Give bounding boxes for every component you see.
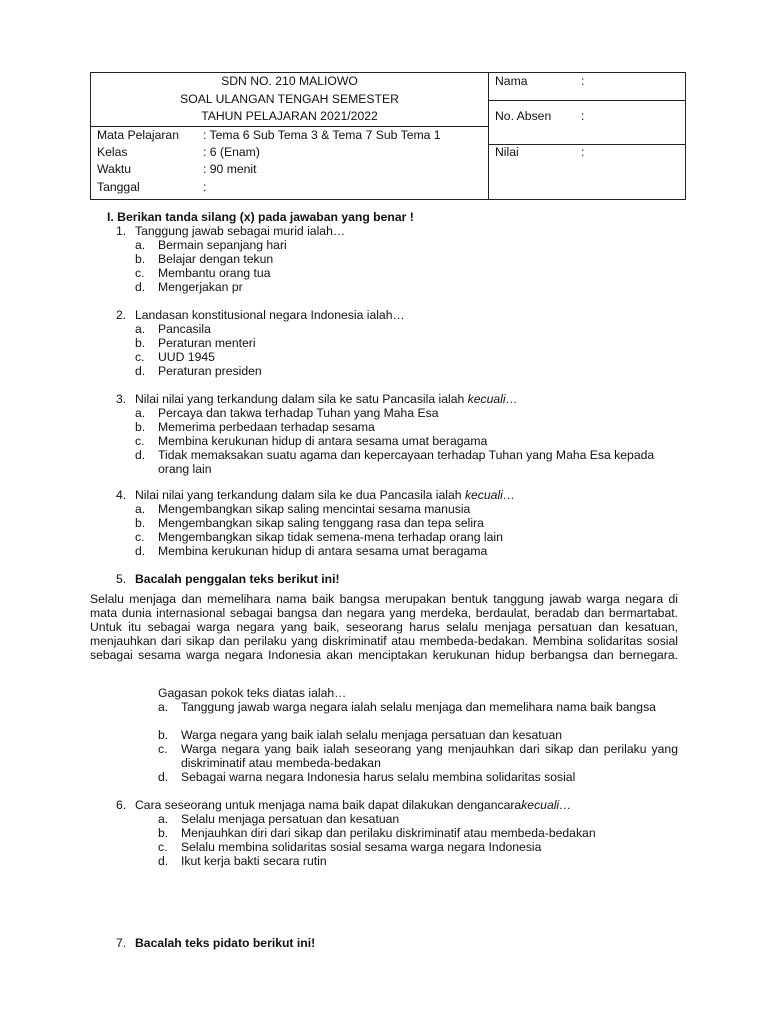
question-number: 6. [116,798,127,812]
field-colon-name: : [581,74,585,88]
option-text: Mengembangkan sikap tidak semena-mena terhadap orang lain [158,530,503,544]
table-divider [488,100,685,101]
field-value-time: : 90 menit [203,162,257,176]
question-title: Bacalah teks pidato berikut ini! [135,936,316,950]
option-text: Warga negara yang baik ialah seseorang yang menjauhkan dari sikap dan perilaku yang diskriminatif atau membeda-bedakan [181,742,678,770]
table-divider [488,73,489,199]
option-text: Belajar dengan tekun [158,252,274,266]
question-text: Nilai nilai yang terkandung dalam sila ke satu Pancasila ialah kecuali… [135,392,518,406]
option-letter: c. [135,266,145,280]
option-text: Tidak memaksakan suatu agama dan kepercayaan terhadap Tuhan yang Maha Esa kepada orang lain [158,448,655,476]
field-label-date: Tanggal [97,180,140,194]
option-text: Pancasila [158,322,211,336]
field-value-subject: : Tema 6 Sub Tema 3 & Tema 7 Sub Tema 1 [203,128,441,142]
question-italic: kecuali… [464,488,516,502]
field-label-subject: Mata Pelajaran [97,128,179,142]
option-text: Membantu orang tua [158,266,271,280]
option-text: Bermain sepanjang hari [158,238,287,252]
field-label-class: Kelas [97,145,128,159]
field-value-date: : [203,180,207,194]
option-text: Tanggung jawab warga negara ialah selalu menjaga dan memelihara nama baik bangsa [181,700,656,714]
option-letter: a. [135,502,146,516]
question-text: Nilai nilai yang terkandung dalam sila ke dua Pancasila ialah kecuali… [135,488,516,502]
option-letter: c. [135,434,145,448]
header-table [90,72,686,200]
option-letter: b. [135,336,146,350]
option-text: Memerima perbedaan terhadap sesama [158,420,375,434]
option-letter: d. [135,364,146,378]
option-letter: a. [135,406,146,420]
option-text: Membina kerukunan hidup di antara sesama umat beragama [158,544,488,558]
option-letter: b. [135,516,146,530]
question-number: 2. [116,308,127,322]
field-colon-absen: : [581,109,585,123]
question-number: 4. [116,488,127,502]
question-text: Tanggung jawab sebagai murid ialah… [135,224,346,238]
option-letter: d. [135,280,146,294]
option-text: Peraturan menteri [158,336,256,350]
option-letter: b. [135,252,146,266]
section-title: I. Berikan tanda silang (x) pada jawaban yang benar ! [107,210,414,224]
question-prompt: Gagasan pokok teks diatas ialah… [158,686,347,700]
field-value-class: : 6 (Enam) [203,145,260,159]
option-text: Peraturan presiden [158,364,262,378]
option-letter: c. [158,742,168,756]
option-text: Warga negara yang baik ialah selalu menjaga persatuan dan kesatuan [181,728,563,742]
option-letter: b. [158,728,169,742]
question-italic: kecuali… [521,798,572,812]
option-letter: d. [135,448,146,462]
option-letter: c. [158,840,168,854]
option-text: Selalu membina solidaritas sosial sesama warga negara Indonesia [181,840,542,854]
field-label-score: Nilai [495,145,519,159]
option-letter: d. [158,770,169,784]
option-text: Mengembangkan sikap saling tenggang rasa dan tepa selira [158,516,484,530]
field-label-absen: No. Absen [495,109,552,123]
question-number: 1. [116,224,127,238]
option-letter: a. [158,700,169,714]
option-letter: d. [135,544,146,558]
school-year: TAHUN PELAJARAN 2021/2022 [201,109,378,123]
option-text: Selalu menjaga persatuan dan kesatuan [181,812,400,826]
option-text: Mengerjakan pr [158,280,243,294]
table-divider [91,126,488,127]
school-name: SDN NO. 210 MALIOWO [221,74,358,88]
option-letter: d. [158,854,169,868]
option-letter: a. [158,812,169,826]
option-text: Menjauhkan diri dari sikap dan perilaku diskriminatif atau membeda-bedakan [181,826,596,840]
option-text: Sebagai warna negara Indonesia harus selalu membina solidaritas sosial [181,770,576,784]
option-letter: a. [135,322,146,336]
field-label-time: Waktu [97,162,132,176]
option-text: Mengembangkan sikap saling mencintai sesama manusia [158,502,471,516]
question-number: 7. [116,936,127,950]
question-text: Cara seseorang untuk menjaga nama baik dapat dilakukan dengancarakecuali… [135,798,572,812]
field-colon-score: : [581,145,585,159]
option-text: UUD 1945 [158,350,215,364]
question-italic: kecuali… [467,392,518,406]
question-title: Bacalah penggalan teks berikut ini! [135,572,340,586]
exam-title: SOAL ULANGAN TENGAH SEMESTER [180,92,399,106]
option-text: Membina kerukunan hidup di antara sesama umat beragama [158,434,488,448]
option-text: Ikut kerja bakti secara rutin [181,854,327,868]
reading-passage: Selalu menjaga dan memelihara nama baik bangsa merupakan bentuk tanggung jawab warga negara di mata dunia internasional sebagai bangsa dan negara yang merdeka, berdaulat, beradab dan bermartabat. Untuk itu sebagai warga negara yang baik, seseorang harus selalu menjaga persatuan dan kesatuan, menjauhkan dari sikap dan perilaku yang diskriminatif atau membeda-bedakan. Membina solidaritas sosial sebagai sesama warga negara Indonesia akan menciptakan kerukunan hidup berbangsa dan bernegara. [90,592,678,662]
option-letter: c. [135,530,145,544]
question-text: Landasan konstitusional negara Indonesia ialah… [135,308,405,322]
option-text: Percaya dan takwa terhadap Tuhan yang Maha Esa [158,406,439,420]
option-letter: b. [158,826,169,840]
question-number: 3. [116,392,127,406]
field-label-name: Nama [495,74,528,88]
option-letter: c. [135,350,145,364]
question-number: 5. [116,572,127,586]
option-letter: b. [135,420,146,434]
option-letter: a. [135,238,146,252]
